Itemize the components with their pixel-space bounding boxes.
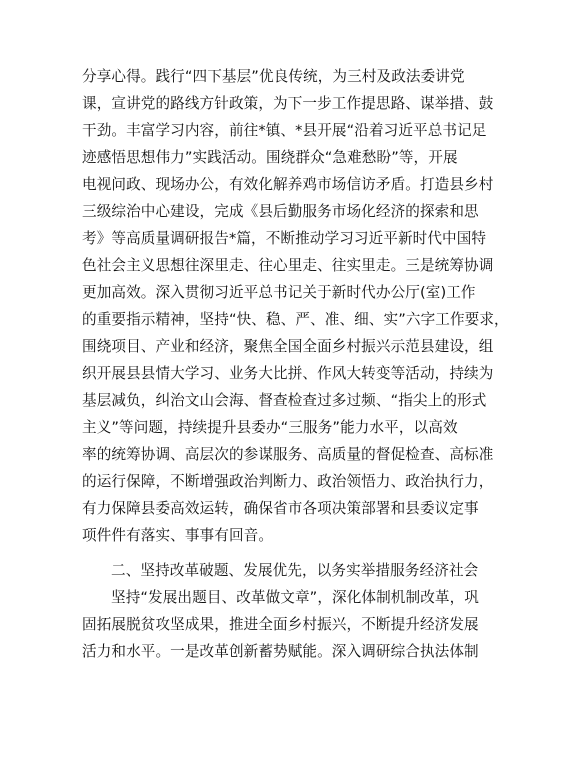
text-line: 主义”等问题，持续提升县委办“三服务”能力水平，以高效	[82, 419, 458, 436]
text-line: 项件件有落实、事事有回音。	[82, 527, 274, 544]
text-line: 色社会主义思想往深里走、往心里走、往实里走。三是统筹协调	[82, 257, 494, 274]
text-line: 有力保障县委高效运转，确保省市各项决策部署和县委议定事	[82, 500, 479, 517]
text-line: 电视问政、现场办公，有效化解养鸡市场信访矛盾。打造县乡村	[82, 176, 494, 193]
text-line: 基层减负，纠治文山会海、督查检查过多过频、“指尖上的形式	[82, 392, 487, 409]
text-line: 坚持“发展出题目、改革做文章”，深化体制机制改革，巩	[111, 589, 479, 606]
text-line: 围绕项目、产业和经济，聚焦全国全面乡村振兴示范县建设，组	[82, 338, 494, 355]
section-heading	[82, 557, 512, 584]
paragraph-reform-development	[82, 584, 512, 665]
section-heading-text: 二、坚持改革破题、发展优先，以务实举措服务经济社会	[111, 562, 479, 579]
text-line: 课，宣讲党的路线方针政策，为下一步工作提思路、谋举措、鼓	[82, 95, 494, 112]
text-line: 干劲。丰富学习内容，前往*镇、*县开展“沿着习近平总书记足	[82, 122, 487, 139]
text-line: 考》等高质量调研报告*篇，不断推动学习习近平新时代中国特	[82, 230, 487, 247]
text-line: 活力和水平。一是改革创新蓄势赋能。深入调研综合执法体制	[82, 643, 479, 660]
text-line: 分享心得。践行“四下基层”优良传统，为三村及政法委讲党	[82, 68, 465, 85]
text-line: 固拓展脱贫攻坚成果，推进全面乡村振兴，不断提升经济发展	[82, 616, 479, 633]
text-line: 的运行保障，不断增强政治判断力、政治领悟力、政治执行力，	[82, 473, 494, 490]
text-line: 三级综治中心建设，完成《县后勤服务市场化经济的探索和思	[82, 203, 479, 220]
text-line: 更加高效。深入贯彻习近平总书记关于新时代办公厅(室)工作	[82, 284, 476, 301]
text-line: 织开展县县情大学习、业务大比拼、作风大转变等活动，持续为	[82, 365, 494, 382]
text-line: 迹感悟思想伟力”实践活动。围绕群众“急难愁盼”等，开展	[82, 149, 458, 166]
text-line: 的重要指示精神，坚持“快、稳、严、准、细、实”六字工作要求，	[82, 311, 509, 328]
text-line: 率的统筹协调、高层次的参谋服务、高质量的督促检查、高标准	[82, 446, 494, 463]
paragraph-work-summary	[82, 63, 512, 549]
